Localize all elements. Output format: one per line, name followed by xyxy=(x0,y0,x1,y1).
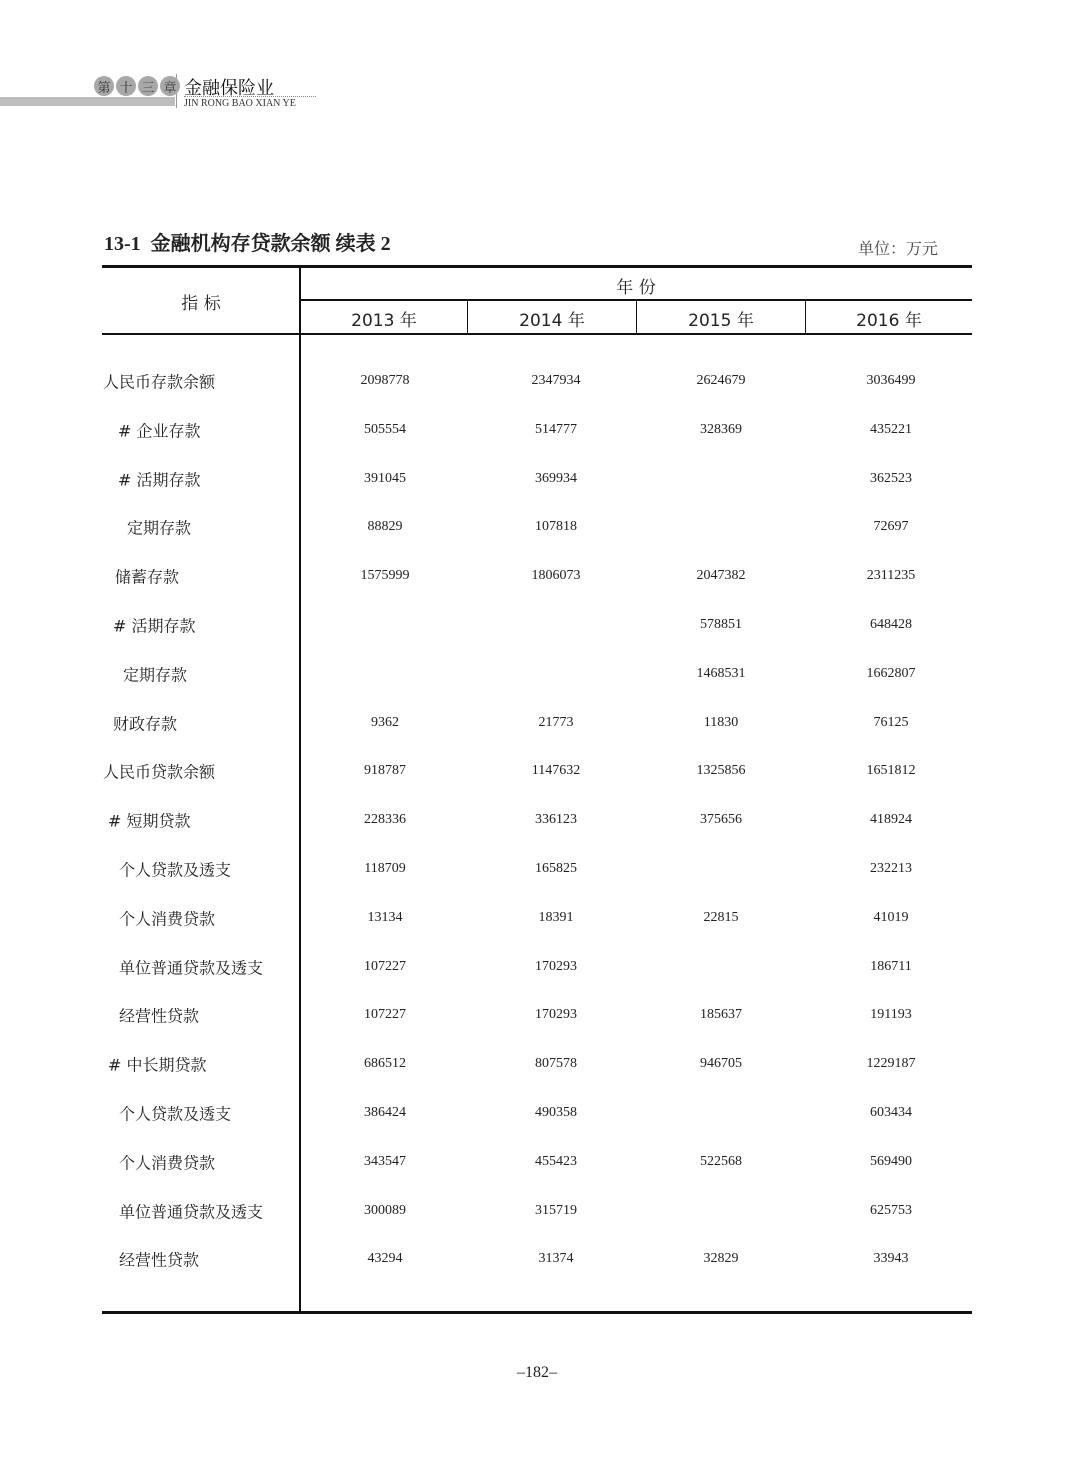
table-cell: 918787 xyxy=(364,763,406,779)
table-cell: 13134 xyxy=(367,909,403,925)
table-cell: 328369 xyxy=(700,421,742,437)
table-cell: 418924 xyxy=(870,812,912,828)
chapter-char: 章 xyxy=(160,76,180,96)
row-label: 经营性贷款 xyxy=(119,1250,200,1270)
column-header: 2013 年 xyxy=(351,311,417,331)
table-cell: 1575999 xyxy=(360,568,410,584)
table-cell: 228336 xyxy=(364,812,406,828)
row-label: 单位普通贷款及透支 xyxy=(119,958,264,978)
table-cell: 603434 xyxy=(870,1105,912,1120)
row-label: # 短期贷款 xyxy=(108,811,191,831)
table-top-rule xyxy=(102,265,972,268)
table-cell: 165825 xyxy=(535,861,577,876)
table-cell: 1325856 xyxy=(696,763,746,779)
column-divider xyxy=(299,267,301,1312)
table-cell: 946705 xyxy=(700,1056,742,1072)
table-cell: 807578 xyxy=(535,1056,577,1072)
table-cell: 569490 xyxy=(870,1153,912,1169)
table-cell: 386424 xyxy=(364,1105,406,1120)
table-bottom-rule xyxy=(102,1311,972,1314)
section-divider xyxy=(184,96,316,97)
section-title: 金融保险业 xyxy=(184,78,274,99)
table-cell: 514777 xyxy=(535,421,577,437)
table-cell: 107227 xyxy=(364,958,406,974)
table-cell: 191193 xyxy=(870,1007,912,1023)
row-label: 单位普通贷款及透支 xyxy=(119,1202,264,1222)
table-cell: 107818 xyxy=(535,519,577,535)
header-bar xyxy=(0,97,175,106)
table-cell: 2311235 xyxy=(866,568,916,584)
table-cell: 107227 xyxy=(364,1007,406,1023)
row-label: 定期存款 xyxy=(127,518,192,538)
row-label: # 活期存款 xyxy=(113,616,196,636)
row-label: # 企业存款 xyxy=(118,421,201,441)
table-cell: 1806073 xyxy=(531,568,581,584)
row-label: # 中长期贷款 xyxy=(108,1055,207,1075)
table-cell: 76125 xyxy=(873,714,909,730)
table-cell: 300089 xyxy=(364,1202,406,1218)
table-cell: 232213 xyxy=(870,861,912,876)
unit-label: 单位：万元 xyxy=(858,239,939,258)
table-cell: 375656 xyxy=(700,812,742,828)
column-header: 2015 年 xyxy=(688,311,754,331)
row-label: 人民币存款余额 xyxy=(103,372,216,392)
table-cell: 315719 xyxy=(535,1202,577,1218)
row-label: 个人贷款及透支 xyxy=(119,860,232,880)
table-cell: 9362 xyxy=(371,714,399,730)
row-label: 人民币贷款余额 xyxy=(103,762,216,782)
table-cell: 391045 xyxy=(364,470,406,486)
table-cell: 369934 xyxy=(535,470,577,486)
row-label: 财政存款 xyxy=(113,714,178,734)
table-cell: 2098778 xyxy=(360,373,410,388)
table-cell: 31374 xyxy=(538,1251,574,1267)
row-label: # 活期存款 xyxy=(118,470,201,490)
table-cell: 1662807 xyxy=(866,665,916,681)
year-header: 年 份 xyxy=(616,278,656,298)
table-cell: 186711 xyxy=(870,958,912,974)
table-cell: 3036499 xyxy=(866,373,916,388)
table-cell: 1147632 xyxy=(531,763,581,779)
table-cell: 11830 xyxy=(703,714,739,730)
table-cell: 343547 xyxy=(364,1153,406,1169)
chapter-char: 第 xyxy=(94,76,114,96)
table-cell: 1468531 xyxy=(696,665,746,681)
table-cell: 522568 xyxy=(700,1153,742,1169)
table-cell: 170293 xyxy=(535,1007,577,1023)
table-cell: 18391 xyxy=(538,909,574,925)
column-header: 2014 年 xyxy=(519,311,585,331)
chapter-char: 三 xyxy=(138,76,158,96)
table-cell: 648428 xyxy=(870,617,912,632)
table-cell: 435221 xyxy=(870,421,912,437)
table-cell: 185637 xyxy=(700,1007,742,1023)
table-cell: 21773 xyxy=(538,714,574,730)
table-cell: 118709 xyxy=(364,861,406,876)
section-title-en: JIN RONG BAO XIAN YE xyxy=(184,98,296,109)
row-label: 储蓄存款 xyxy=(115,567,180,587)
table-cell: 72697 xyxy=(873,519,909,535)
table-cell: 33943 xyxy=(873,1251,909,1267)
header-bottom-rule xyxy=(102,333,972,335)
table-cell: 1229187 xyxy=(866,1056,916,1072)
indicator-header: 指 标 xyxy=(181,294,221,314)
table-cell: 41019 xyxy=(873,909,909,925)
table-cell: 22815 xyxy=(703,909,739,925)
row-label: 定期存款 xyxy=(123,665,188,685)
table-cell: 43294 xyxy=(367,1251,403,1267)
table-cell: 2047382 xyxy=(696,568,746,584)
table-cell: 2347934 xyxy=(531,373,581,388)
table-title: 13-1 金融机构存贷款余额 续表 2 xyxy=(104,233,391,255)
table-cell: 2624679 xyxy=(696,373,746,388)
table-cell: 336123 xyxy=(535,812,577,828)
table-cell: 455423 xyxy=(535,1153,577,1169)
table-cell: 578851 xyxy=(700,617,742,632)
table-cell: 170293 xyxy=(535,958,577,974)
table-cell: 490358 xyxy=(535,1105,577,1120)
table-cell: 1651812 xyxy=(866,763,916,779)
chapter-badge xyxy=(94,76,180,96)
row-label: 个人贷款及透支 xyxy=(119,1104,232,1124)
table-cell: 686512 xyxy=(364,1056,406,1072)
table-cell: 505554 xyxy=(364,421,406,437)
row-label: 个人消费贷款 xyxy=(119,909,216,929)
row-label: 个人消费贷款 xyxy=(119,1153,216,1173)
table-cell: 362523 xyxy=(870,470,912,486)
table-cell: 32829 xyxy=(703,1251,739,1267)
row-label: 经营性贷款 xyxy=(119,1006,200,1026)
page-number: –182– xyxy=(517,1364,557,1381)
table-cell: 625753 xyxy=(870,1202,912,1218)
column-header: 2016 年 xyxy=(856,311,922,331)
chapter-char: 十 xyxy=(116,76,136,96)
table-cell: 88829 xyxy=(367,519,403,535)
